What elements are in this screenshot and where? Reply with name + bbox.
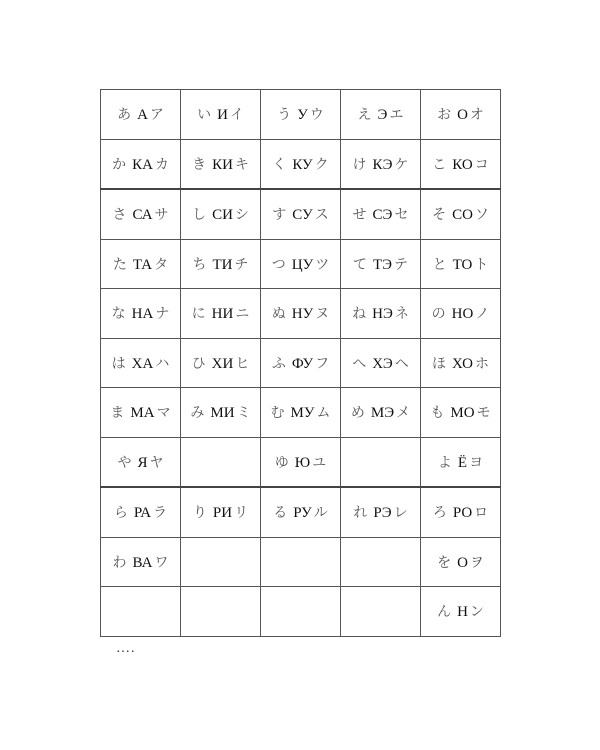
katakana-char: マ <box>156 405 171 422</box>
cyrillic-reading: МЭ <box>370 405 395 422</box>
hiragana-char: ま <box>110 405 125 422</box>
kana-cell <box>181 189 261 239</box>
kana-cell <box>261 289 341 339</box>
katakana-char: ホ <box>474 355 489 372</box>
hiragana-char: き <box>192 156 207 173</box>
katakana-char: レ <box>393 505 408 522</box>
kana-cell <box>261 487 341 537</box>
kana-cell <box>101 289 181 339</box>
hiragana-char: す <box>272 207 287 224</box>
empty-cell <box>261 537 341 587</box>
cyrillic-reading: НУ <box>291 306 314 323</box>
kana-cell <box>181 338 261 388</box>
empty-cell <box>341 437 421 487</box>
kana-cell <box>341 487 421 537</box>
cyrillic-reading: Я <box>137 454 148 471</box>
cyrillic-reading: Ё <box>457 454 468 471</box>
kana-row <box>101 437 501 487</box>
hiragana-char: ら <box>113 505 128 522</box>
katakana-char: ロ <box>474 505 489 522</box>
kana-cell <box>261 437 341 487</box>
cyrillic-reading: МИ <box>210 405 235 422</box>
kana-row <box>101 487 501 537</box>
hiragana-char: お <box>437 107 452 124</box>
katakana-char: ル <box>313 505 328 522</box>
cyrillic-reading: У <box>297 107 308 124</box>
hiragana-char: も <box>430 405 445 422</box>
cyrillic-reading: РА <box>133 505 152 522</box>
kana-cell <box>421 587 501 637</box>
katakana-char: ケ <box>394 156 409 173</box>
katakana-char: フ <box>315 355 330 372</box>
cyrillic-reading: СУ <box>292 207 313 224</box>
cyrillic-reading: ХИ <box>211 355 234 372</box>
hiragana-char: に <box>191 306 206 323</box>
katakana-char: ヒ <box>235 355 250 372</box>
cyrillic-reading: НЭ <box>372 306 393 323</box>
cyrillic-reading: ТА <box>132 256 153 273</box>
katakana-char: タ <box>154 256 169 273</box>
hiragana-char: な <box>111 306 126 323</box>
kana-cell <box>101 338 181 388</box>
hiragana-char: ひ <box>191 355 206 372</box>
hiragana-char: く <box>272 156 287 173</box>
empty-cell <box>261 587 341 637</box>
katakana-char: ナ <box>155 306 170 323</box>
kana-cell <box>101 90 181 140</box>
kana-row <box>101 537 501 587</box>
katakana-char: エ <box>389 107 404 124</box>
hiragana-char: や <box>117 454 132 471</box>
kana-cell <box>261 139 341 189</box>
katakana-char: ネ <box>394 306 409 323</box>
kana-cell <box>421 239 501 289</box>
kana-cell <box>181 487 261 537</box>
kana-cell <box>421 338 501 388</box>
hiragana-char: へ <box>352 355 367 372</box>
kana-cell <box>421 90 501 140</box>
empty-cell <box>181 587 261 637</box>
hiragana-char: え <box>357 107 372 124</box>
katakana-char: ト <box>474 256 489 273</box>
cyrillic-reading: РО <box>452 505 473 522</box>
cyrillic-reading: О <box>457 107 468 124</box>
cyrillic-reading: КО <box>452 156 473 173</box>
katakana-char: ユ <box>312 454 327 471</box>
hiragana-char: む <box>270 405 285 422</box>
hiragana-char: め <box>350 405 365 422</box>
katakana-char: ア <box>149 107 164 124</box>
katakana-char: オ <box>469 107 484 124</box>
hiragana-char: い <box>197 107 212 124</box>
hiragana-char: わ <box>112 554 127 571</box>
hiragana-char: せ <box>352 207 367 224</box>
katakana-char: キ <box>234 156 249 173</box>
cyrillic-reading: Ю <box>294 454 311 471</box>
kana-cell <box>181 90 261 140</box>
hiragana-char: の <box>431 306 446 323</box>
cyrillic-reading: РЭ <box>373 505 392 522</box>
cyrillic-reading: РУ <box>293 505 312 522</box>
cyrillic-reading: НИ <box>211 306 234 323</box>
empty-cell <box>101 587 181 637</box>
cyrillic-reading: ХА <box>131 355 154 372</box>
katakana-char: サ <box>154 207 169 224</box>
kana-row <box>101 338 501 388</box>
hiragana-char: と <box>432 256 447 273</box>
hiragana-char: れ <box>353 505 368 522</box>
kana-cell <box>341 139 421 189</box>
katakana-char: ヤ <box>149 454 164 471</box>
kana-cell <box>341 289 421 339</box>
katakana-char: テ <box>394 256 409 273</box>
hiragana-char: ふ <box>271 355 286 372</box>
cyrillic-reading: МА <box>130 405 155 422</box>
cyrillic-reading: МУ <box>290 405 315 422</box>
empty-cell <box>341 537 421 587</box>
hiragana-char: ね <box>352 306 367 323</box>
empty-cell <box>181 537 261 587</box>
cyrillic-reading: СИ <box>212 207 233 224</box>
katakana-char: セ <box>394 207 409 224</box>
cyrillic-reading: ТЭ <box>372 256 393 273</box>
hiragana-char: は <box>111 355 126 372</box>
kana-cell <box>421 388 501 438</box>
kana-cell <box>181 239 261 289</box>
cyrillic-reading: ТО <box>452 256 473 273</box>
kana-cell <box>421 189 501 239</box>
hiragana-char: け <box>352 156 367 173</box>
hiragana-char: こ <box>432 156 447 173</box>
katakana-char: ミ <box>236 405 251 422</box>
hiragana-char: し <box>192 207 207 224</box>
kana-cell <box>341 338 421 388</box>
hiragana-char: り <box>192 505 207 522</box>
kana-cell <box>341 388 421 438</box>
kana-cell <box>261 90 341 140</box>
hiragana-char: て <box>352 256 367 273</box>
hiragana-char: そ <box>432 207 447 224</box>
kana-row <box>101 587 501 637</box>
cyrillic-reading: Н <box>457 604 468 621</box>
cyrillic-reading: А <box>137 107 148 124</box>
hiragana-char: ろ <box>432 505 447 522</box>
kana-cell <box>181 289 261 339</box>
cyrillic-reading: ХО <box>452 355 473 372</box>
hiragana-char: か <box>112 156 127 173</box>
cyrillic-reading: НО <box>451 306 474 323</box>
katakana-char: ノ <box>475 306 490 323</box>
kana-cell <box>101 189 181 239</box>
kana-cell <box>421 289 501 339</box>
katakana-char: ウ <box>309 107 324 124</box>
cyrillic-reading: ТИ <box>212 256 233 273</box>
cyrillic-reading: КЭ <box>372 156 393 173</box>
hiragana-char: み <box>190 405 205 422</box>
kana-cell <box>101 388 181 438</box>
kana-cell <box>341 189 421 239</box>
cyrillic-reading: О <box>457 554 468 571</box>
kana-cell <box>261 338 341 388</box>
cyrillic-reading: СЭ <box>372 207 393 224</box>
katakana-char: イ <box>229 107 244 124</box>
cyrillic-reading: ХЭ <box>372 355 393 372</box>
katakana-char: ハ <box>155 355 170 372</box>
cyrillic-reading: Э <box>377 107 388 124</box>
cyrillic-reading: НА <box>131 306 154 323</box>
hiragana-char: さ <box>112 207 127 224</box>
katakana-char: リ <box>234 505 249 522</box>
katakana-char: ン <box>469 604 484 621</box>
empty-cell <box>181 437 261 487</box>
kana-cell <box>261 239 341 289</box>
katakana-char: ヨ <box>469 454 484 471</box>
kana-cell <box>181 388 261 438</box>
kana-cell <box>421 139 501 189</box>
kana-cell <box>101 239 181 289</box>
kana-cell <box>101 139 181 189</box>
kana-row <box>101 239 501 289</box>
hiragana-char: ぬ <box>271 306 286 323</box>
katakana-char: ヲ <box>469 554 484 571</box>
cyrillic-reading: КИ <box>212 156 233 173</box>
katakana-char: ス <box>314 207 329 224</box>
katakana-char: シ <box>234 207 249 224</box>
cyrillic-reading: СО <box>452 207 473 224</box>
katakana-char: ヌ <box>315 306 330 323</box>
katakana-char: ニ <box>235 306 250 323</box>
cyrillic-reading: МО <box>450 405 475 422</box>
hiragana-char: る <box>273 505 288 522</box>
katakana-char: ヘ <box>394 355 409 372</box>
katakana-char: ソ <box>474 207 489 224</box>
kana-cell <box>101 437 181 487</box>
kana-cell <box>181 139 261 189</box>
hiragana-char: ん <box>437 604 452 621</box>
katakana-char: モ <box>476 405 491 422</box>
hiragana-char: つ <box>271 256 286 273</box>
kana-row <box>101 388 501 438</box>
cyrillic-reading: И <box>217 107 228 124</box>
kana-cell <box>261 189 341 239</box>
cyrillic-reading: КУ <box>292 156 313 173</box>
kana-cell <box>421 487 501 537</box>
cyrillic-reading: ЦУ <box>291 256 314 273</box>
cyrillic-reading: СА <box>132 207 153 224</box>
cyrillic-reading: КА <box>132 156 153 173</box>
hiragana-char: ち <box>192 256 207 273</box>
hiragana-char: ゆ <box>274 454 289 471</box>
katakana-char: ク <box>314 156 329 173</box>
kana-cell <box>101 537 181 587</box>
kana-table-body <box>101 90 501 637</box>
hiragana-char: よ <box>437 454 452 471</box>
katakana-char: カ <box>154 156 169 173</box>
katakana-char: ラ <box>153 505 168 522</box>
kana-row <box>101 189 501 239</box>
hiragana-char: ほ <box>432 355 447 372</box>
kana-cell <box>421 537 501 587</box>
cyrillic-reading: РИ <box>212 505 233 522</box>
hiragana-char: た <box>112 256 127 273</box>
empty-cell <box>341 587 421 637</box>
katakana-char: チ <box>234 256 249 273</box>
kana-cell <box>341 239 421 289</box>
katakana-char: ツ <box>315 256 330 273</box>
kana-table <box>100 89 501 637</box>
continuation-ellipsis: …. <box>116 641 136 656</box>
cyrillic-reading: ФУ <box>291 355 314 372</box>
hiragana-char: う <box>277 107 292 124</box>
kana-cell <box>101 487 181 537</box>
hiragana-char: を <box>437 554 452 571</box>
kana-cell <box>421 437 501 487</box>
katakana-char: ム <box>316 405 331 422</box>
katakana-char: ワ <box>154 554 169 571</box>
katakana-char: メ <box>396 405 411 422</box>
kana-cell <box>341 90 421 140</box>
katakana-char: コ <box>474 156 489 173</box>
kana-row <box>101 90 501 140</box>
kana-row <box>101 139 501 189</box>
kana-cell <box>261 388 341 438</box>
kana-row <box>101 289 501 339</box>
cyrillic-reading: ВА <box>132 554 153 571</box>
hiragana-char: あ <box>117 107 132 124</box>
